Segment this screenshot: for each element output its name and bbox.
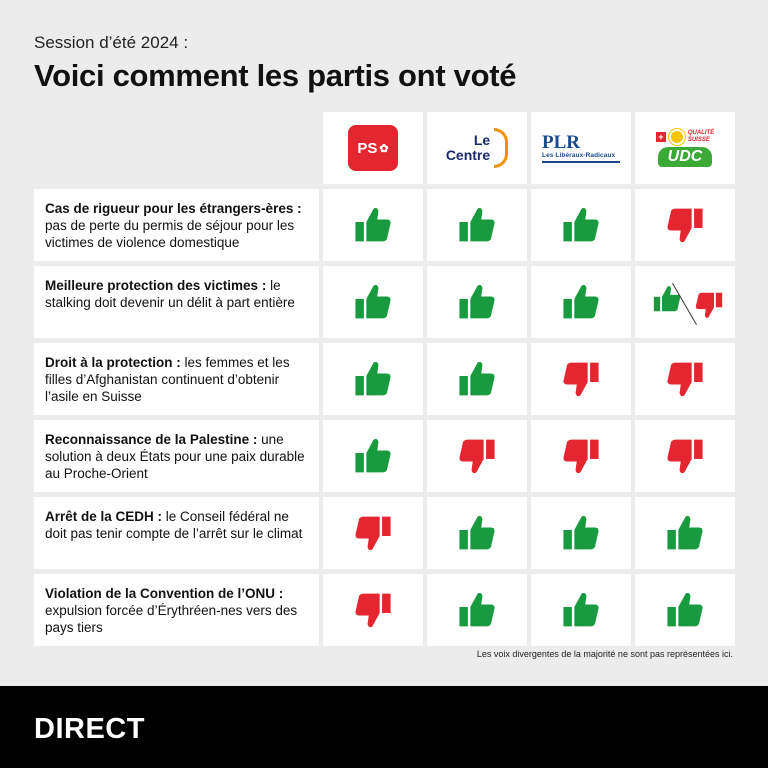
row-title: Violation de la Convention de l’ONU : <box>45 586 284 601</box>
thumbs-down-icon <box>457 436 497 476</box>
subtitle: Session d’été 2024 : <box>34 33 189 52</box>
sun-icon <box>669 129 685 145</box>
ps-logo <box>348 125 398 171</box>
table-row <box>34 266 735 338</box>
plr-logo <box>542 131 620 163</box>
udc-logo-text: UDC <box>658 147 713 167</box>
party-logos-header <box>323 112 735 184</box>
vote-cell-ps <box>323 420 423 492</box>
thumbs-up-icon <box>353 359 393 399</box>
vote-cell-ps <box>323 343 423 415</box>
vote-cell-udc <box>635 343 735 415</box>
row-title: Meilleure protection des victimes : <box>45 278 267 293</box>
udc-suisse: SUISSE <box>687 137 710 143</box>
footnote: Les voix divergentes de la majorité ne sont pas représentées ici. <box>476 649 733 659</box>
vote-cell-le-centre <box>427 189 527 261</box>
vote-cell-udc <box>635 420 735 492</box>
thumbs-up-icon <box>652 284 682 314</box>
row-description: le Conseil fédéral ne doit pas tenir compte de l’arrêt sur le climat <box>45 509 303 541</box>
thumbs-down-icon <box>353 513 393 553</box>
logo-ps <box>323 112 423 184</box>
row-label <box>34 266 319 338</box>
thumbs-up-icon <box>457 282 497 322</box>
vote-cell-ps <box>323 189 423 261</box>
row-label <box>34 420 319 492</box>
vote-cell-ps <box>323 574 423 646</box>
row-title: Reconnaissance de la Palestine : <box>45 432 258 447</box>
row-description: pas de perte du permis de séjour pour les victimes de violence domestique <box>45 218 295 250</box>
thumbs-up-icon <box>353 205 393 245</box>
thumbs-up-icon <box>353 282 393 322</box>
footer-bar <box>0 686 768 768</box>
thumbs-up-icon <box>457 590 497 630</box>
vote-cell-plr <box>531 574 631 646</box>
le-centre-line2: Centre <box>445 147 491 163</box>
row-label <box>34 189 319 261</box>
udc-qualite: QUALITÉ <box>687 130 715 136</box>
plr-underline <box>542 161 620 163</box>
vote-cell-udc <box>635 574 735 646</box>
row-description: une solution à deux États pour une paix durable au Proche-Orient <box>45 432 305 481</box>
thumbs-down-icon <box>665 359 705 399</box>
thumbs-up-icon <box>561 205 601 245</box>
logo-udc <box>635 112 735 184</box>
vote-cell-le-centre <box>427 343 527 415</box>
row-title: Cas de rigueur pour les étrangers-ères : <box>45 201 302 216</box>
vote-cell-ps <box>323 266 423 338</box>
swiss-flag-icon: + <box>656 132 666 142</box>
thumbs-up-icon <box>457 513 497 553</box>
vote-cell-le-centre <box>427 266 527 338</box>
row-description: expulsion forcée d’Érythréen-nes vers des pays tiers <box>45 603 298 635</box>
table-row <box>34 189 735 261</box>
row-label <box>34 574 319 646</box>
le-centre-logo <box>446 128 508 168</box>
thumbs-down-icon <box>694 290 724 320</box>
vote-cell-plr <box>531 266 631 338</box>
table-row <box>34 343 735 415</box>
vote-cell-le-centre <box>427 574 527 646</box>
vote-cell-le-centre <box>427 497 527 569</box>
split-vote <box>642 272 728 332</box>
rose-icon: ✿ <box>379 142 389 155</box>
thumbs-down-icon <box>353 590 393 630</box>
thumbs-up-icon <box>561 513 601 553</box>
vote-cell-udc <box>635 189 735 261</box>
row-title: Arrêt de la CEDH : <box>45 509 163 524</box>
thumbs-up-icon <box>561 282 601 322</box>
vote-cell-plr <box>531 343 631 415</box>
votes-table <box>34 189 735 651</box>
thumbs-down-icon <box>561 359 601 399</box>
vote-cell-plr <box>531 420 631 492</box>
thumbs-up-icon <box>457 359 497 399</box>
thumbs-up-icon <box>457 205 497 245</box>
thumbs-down-icon <box>665 205 705 245</box>
table-row <box>34 574 735 646</box>
vote-cell-le-centre <box>427 420 527 492</box>
row-label <box>34 497 319 569</box>
vote-cell-ps <box>323 497 423 569</box>
logo-le-centre <box>427 112 527 184</box>
row-description: le stalking doit devenir un délit à part entière <box>45 278 295 310</box>
thumbs-up-icon <box>353 436 393 476</box>
thumbs-up-icon <box>665 513 705 553</box>
thumbs-down-icon <box>665 436 705 476</box>
logo-plr <box>531 112 631 184</box>
table-row <box>34 497 735 569</box>
vote-cell-plr <box>531 497 631 569</box>
page-title: Voici comment les partis ont voté <box>34 58 517 93</box>
row-label <box>34 343 319 415</box>
thumbs-up-icon <box>665 590 705 630</box>
vote-cell-plr <box>531 189 631 261</box>
ps-logo-text: PS <box>357 139 378 157</box>
plr-logo-small: Les Libéraux-Radicaux <box>542 151 616 159</box>
thumbs-up-icon <box>561 590 601 630</box>
vote-cell-udc <box>635 266 735 338</box>
brand-logo: DIRECT <box>34 713 145 745</box>
arc-icon <box>494 128 508 168</box>
row-description: les femmes et les filles d’Afghanistan continuent d’obtenir l’asile en Suisse <box>45 355 290 404</box>
vote-cell-udc <box>635 497 735 569</box>
table-row <box>34 420 735 492</box>
plr-logo-big: PLR <box>542 131 580 153</box>
udc-logo <box>656 129 714 167</box>
thumbs-down-icon <box>561 436 601 476</box>
row-title: Droit à la protection : <box>45 355 181 370</box>
le-centre-line1: Le <box>473 132 491 148</box>
